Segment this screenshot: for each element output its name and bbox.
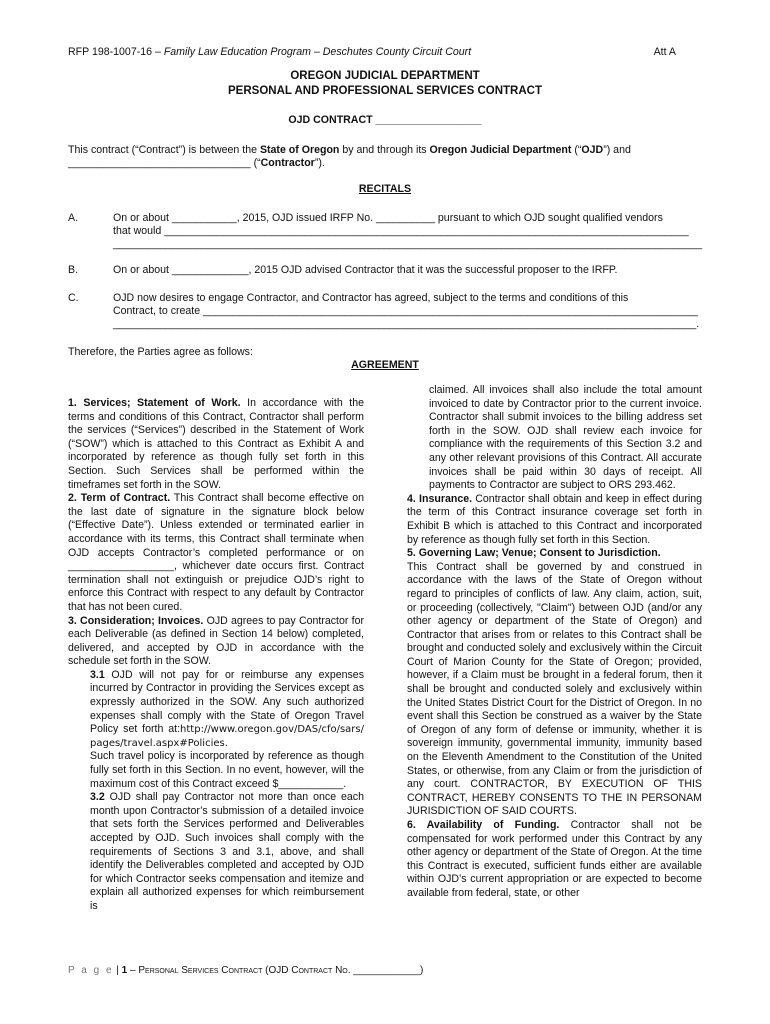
section-3-heading: 3. Consideration; Invoices. xyxy=(68,614,204,627)
recital-a-line-1: On or about ___________, 2015, OJD issued IRFP No. __________ pursuant to which OJD sought qualified vendors xyxy=(113,212,663,224)
therefore-text: Therefore, the Parties agree as follows: xyxy=(68,346,253,358)
footer-text: – Personal Services Contract (OJD Contract No. ____________) xyxy=(127,965,424,976)
recital-a-letter: A. xyxy=(68,212,79,224)
section-6-text: Contractor shall not be compensated for work performed under this Contract by any other agency or department of the State of Oregon. At the time this Contract is executed, sufficient funds either are available within OJD’s current appropriation or are expected to become available from federal, state, or other xyxy=(407,819,702,899)
section-3-1 xyxy=(68,669,364,751)
intro-text-1: This contract (“Contract”) is between the xyxy=(68,144,260,156)
intro-state: State of Oregon xyxy=(259,144,340,156)
recital-c-letter: C. xyxy=(68,292,79,304)
section-4-text: Contractor shall obtain and keep in effect during the term of this Contract insurance coverage set forth in Exhibit B which is attached to this Contract and incorporated by reference as though fully set forth in this Section. xyxy=(407,492,702,546)
agreement-heading: AGREEMENT xyxy=(351,359,419,371)
section-3-2-heading: 3.2 xyxy=(90,791,105,804)
intro-paragraph xyxy=(68,144,704,170)
intro-text-6: ”). xyxy=(314,157,325,169)
section-2-heading: 2. Term of Contract. xyxy=(68,492,171,505)
intro-ojd: Oregon Judicial Department xyxy=(429,144,572,156)
recital-c-line-2: Contract, to create ____________________________________________________________________________________ xyxy=(113,305,698,317)
recitals-heading: RECITALS xyxy=(358,183,412,195)
intro-text-2: by and through its xyxy=(339,144,430,156)
recital-b: On or about _____________, 2015 OJD advised Contractor that it was the successful proposer to the IRFP. xyxy=(113,264,618,276)
recital-a-line-3: ____________________________________________________________________________________________________ xyxy=(113,238,703,250)
intro-text-4: ”) and xyxy=(603,144,631,156)
recital-c-line-3: ___________________________________________________________________________________________________. xyxy=(113,318,700,330)
section-3-1-cont: Such travel policy is incorporated by reference as though fully set forth in this Section. In no event, however, will the maximum cost of this Contract exceed $___________. xyxy=(90,750,364,790)
recital-a-line-2: that would _________________________________________________________________________________________ xyxy=(113,225,689,237)
intro-ojd-abbr: OJD xyxy=(581,144,604,156)
section-5-text: This Contract shall be governed by and construed in accordance with the laws of the State of Oregon without regard to principles of conflicts of law. Any claim, action, suit, or proceeding (collectively, "Claim") between OJD (and/or any other agency or department of the State of Oregon) and Contractor that arises from or relates to this Contract shall be brought and conducted solely and exclusively within the Circuit Court of Marion County for the State of Oregon; provided, however, if a Claim must be brought in a federal forum, then it shall be brought and conducted solely and exclusively within the United States District Court for the District of Oregon. In no event shall this Section be construed as a waiver by the State of Oregon of any form of defense or immunity, whether it is sovereign immunity, governmental immunity, immunity based on the Eleventh Amendment to the Constitution of the United States, or otherwise, from any Claim or from the jurisdiction of any court. CONTRACTOR, BY EXECUTION OF THIS CONTRACT, HEREBY CONSENTS TO THE IN PERSONAM JURISDICTION OF SAID COURTS. xyxy=(407,560,702,818)
section-4-heading: 4. Insurance. xyxy=(407,492,473,505)
intro-text-3: (“ xyxy=(571,144,582,156)
section-1-text: In accordance with the terms and conditions of this Contract, Contractor shall perform the services (“Services”) described in the Statement of Work (“SOW”) which is attached to this Contract as Exhibit A and incorporated by reference as though fully set forth in this Section. Such Services shall be performed within the timeframes set forth in the SOW. xyxy=(68,397,364,491)
section-6-heading: 6. Availability of Funding. xyxy=(407,819,560,831)
section-3-1-heading: 3.1 xyxy=(90,668,105,681)
page-header xyxy=(68,46,702,58)
section-3-1-text: OJD will not pay for or reimburse any expenses incurred by Contractor in providing the Services except as expressly authorized in the SOW. Any such authorized expenses shall comply with the State of Oregon Travel Policy set forth at: xyxy=(90,668,364,736)
section-1-heading: 1. Services; Statement of Work. xyxy=(68,397,241,409)
section-3-2-cont: claimed. All invoices shall also include the total amount invoiced to date by Contractor prior to the current invoice. Contractor shall submit invoices to the billing address set forth in the SOW. OJD shall review each invoice for compliance with the requirements of this Section 3.2 and any other relevant provisions of this Contract. All accurate invoices shall be paid within 30 days of receipt. All payments to Contractor are subject to ORS 293.462. xyxy=(429,384,702,492)
intro-contractor: Contractor xyxy=(260,157,315,169)
left-column xyxy=(68,397,364,914)
recital-c xyxy=(113,292,703,331)
header-attachment: Att A xyxy=(653,46,676,58)
section-3-text: OJD agrees to pay Contractor for each Deliverable (as defined in Section 14 below) completed, delivered, and accepted by OJD in accordance with the schedule set forth in the SOW. xyxy=(68,614,364,668)
footer-separator: | xyxy=(113,965,122,976)
section-2-text: This Contract shall become effective on the last date of signature in the signature block below (“Effective Date”). Unless extended or terminated earlier in accordance with its terms, this Contract shall terminate when OJD accepts Contractor’s completed performance or on __________________, whichever date occurs first. Contract termination shall not extinguish or prejudice OJD’s right to enforce this Contract with respect to any default by Contractor that has not been cured. xyxy=(68,492,364,613)
section-3-2 xyxy=(68,791,364,913)
section-1 xyxy=(68,397,364,492)
section-5 xyxy=(407,547,702,819)
section-6 xyxy=(407,819,702,901)
header-rfp: RFP 198-1007-16 – xyxy=(68,46,164,58)
page-footer xyxy=(68,965,423,976)
recital-c-line-1: OJD now desires to engage Contractor, and Contractor has agreed, subject to the terms and conditions of this xyxy=(113,292,629,304)
title-line-2: PERSONAL AND PROFESSIONAL SERVICES CONTRACT xyxy=(228,85,542,97)
recital-b-letter: B. xyxy=(68,264,79,276)
right-column xyxy=(407,384,702,901)
section-3-2-text: OJD shall pay Contractor not more than once each month upon Contractor’s submission of a detailed invoice that sets forth the Services performed and Deliverables accepted by OJD. Such invoices shall comply with the requirements of Sections 3 and 3.1, above, and shall identify the Deliverables completed and accepted by OJD for which Contractor seeks compensation and itemize and explain all authorized expenses for which reimbursement is xyxy=(90,791,364,912)
header-program: Family Law Education Program – Deschutes County Circuit Court xyxy=(163,46,472,58)
title-line-1: OREGON JUDICIAL DEPARTMENT xyxy=(290,70,480,82)
section-2 xyxy=(68,492,364,614)
travel-policy-link[interactable]: http://www.oregon.gov/DAS/cfo/sars/pages/travel.aspx#Policies. xyxy=(90,724,364,749)
section-5-heading: 5. Governing Law; Venue; Consent to Jurisdiction. xyxy=(407,547,661,560)
section-4 xyxy=(407,493,702,547)
recital-a xyxy=(113,212,703,251)
intro-blank: _______________________________ (“ xyxy=(68,157,261,169)
contract-number: OJD CONTRACT __________________ xyxy=(288,114,482,126)
footer-page-label: P a g e xyxy=(68,965,114,976)
footer-page-number: 1 xyxy=(121,965,128,976)
section-3 xyxy=(68,615,364,669)
